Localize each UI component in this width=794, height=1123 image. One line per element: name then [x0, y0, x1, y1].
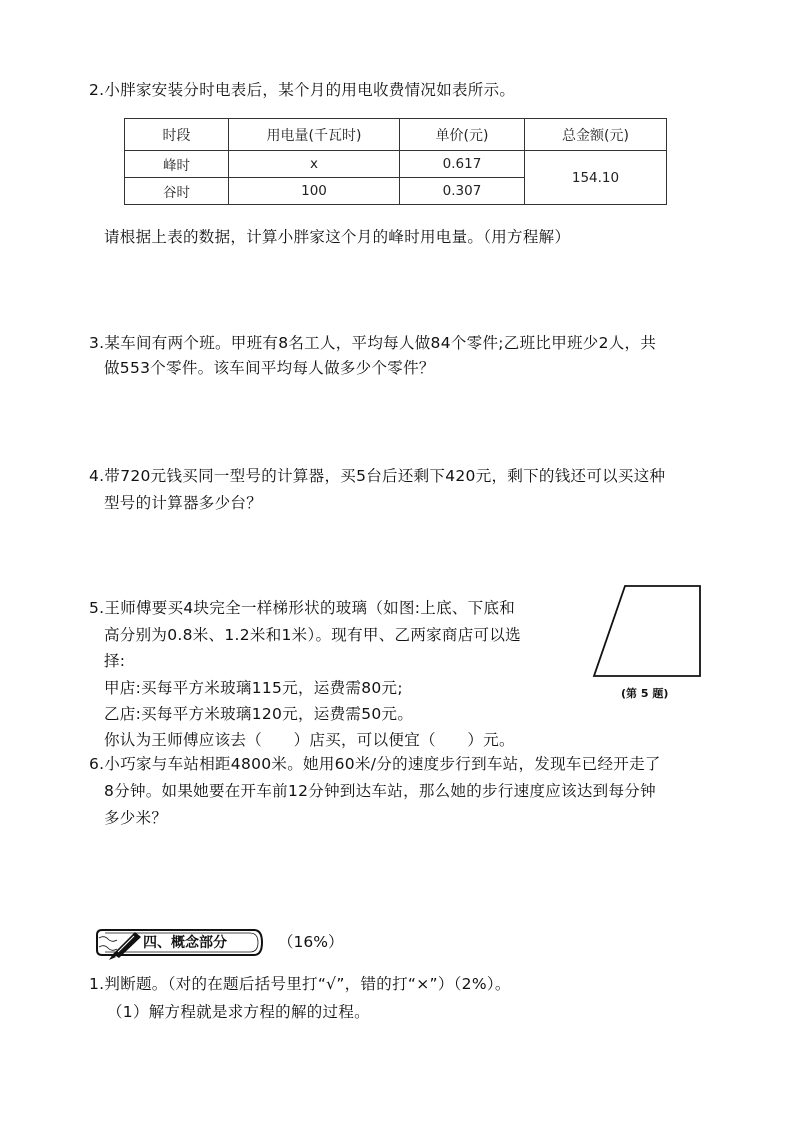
section-score: （16%）	[278, 933, 344, 951]
section-title: 四、概念部分	[143, 935, 227, 951]
q4-line2: 型号的计算器多少台？	[104, 494, 263, 512]
figure-caption: (第 5 题)	[621, 687, 669, 700]
q4-line1: 4.带720元钱买同一型号的计算器，买5台后还剩下420元，剩下的钱还可以买这种	[89, 467, 666, 485]
header-total: 总金额(元)	[525, 119, 667, 151]
header-period: 时段	[125, 119, 229, 151]
row-period: 谷时	[125, 178, 229, 205]
q5-line6: 你认为王师傅应该去（ ）店买，可以便宜（ ）元。	[104, 731, 515, 749]
judge-title: 1.判断题。（对的在题后括号里打“√”，错的打“×”）（2%）。	[89, 975, 511, 993]
q5-line5: 乙店:买每平方米玻璃120元，运费需50元。	[104, 705, 414, 723]
q2-question: 请根据上表的数据，计算小胖家这个月的峰时用电量。（用方程解）	[104, 228, 571, 246]
q2-title: 2.小胖家安装分时电表后，某个月的用电收费情况如表所示。	[89, 81, 516, 99]
table-row	[125, 151, 667, 178]
q3-line1: 3.某车间有两个班。甲班有8名工人，平均每人做84个零件;乙班比甲班少2人，共	[89, 334, 657, 352]
table-header-row	[125, 119, 667, 151]
q6-line3: 多少米？	[104, 809, 168, 827]
q6-line1: 6.小巧家与车站相距4800米。她用60米/分的速度步行到车站，发现车已经开走了	[89, 755, 661, 773]
q5-line2: 高分别为0.8米、1.2米和1米）。现有甲、乙两家商店可以选	[104, 626, 521, 644]
trapezoid-figure	[590, 582, 705, 680]
row-price: 0.617	[400, 151, 525, 178]
row-price: 0.307	[400, 178, 525, 205]
q3-line2: 做553个零件。该车间平均每人做多少个零件？	[104, 359, 435, 377]
q5-line4: 甲店:买每平方米玻璃115元，运费需80元;	[104, 679, 403, 697]
electricity-fee-table	[124, 118, 667, 205]
row-period: 峰时	[125, 151, 229, 178]
q5-line1: 5.王师傅要买4块完全一样梯形状的玻璃（如图:上底、下底和	[89, 599, 516, 617]
header-usage: 用电量(千瓦时)	[229, 119, 400, 151]
header-price: 单价(元)	[400, 119, 525, 151]
trapezoid-shape	[594, 586, 700, 676]
row-usage: x	[229, 151, 400, 178]
row-usage: 100	[229, 178, 400, 205]
q5-line3: 择:	[104, 652, 126, 670]
total-amount: 154.10	[525, 151, 667, 205]
q6-line2: 8分钟。如果她要在开车前12分钟到达车站，那么她的步行速度应该达到每分钟	[104, 782, 656, 800]
judge-item-1: （1）解方程就是求方程的解的过程。	[107, 1003, 370, 1021]
